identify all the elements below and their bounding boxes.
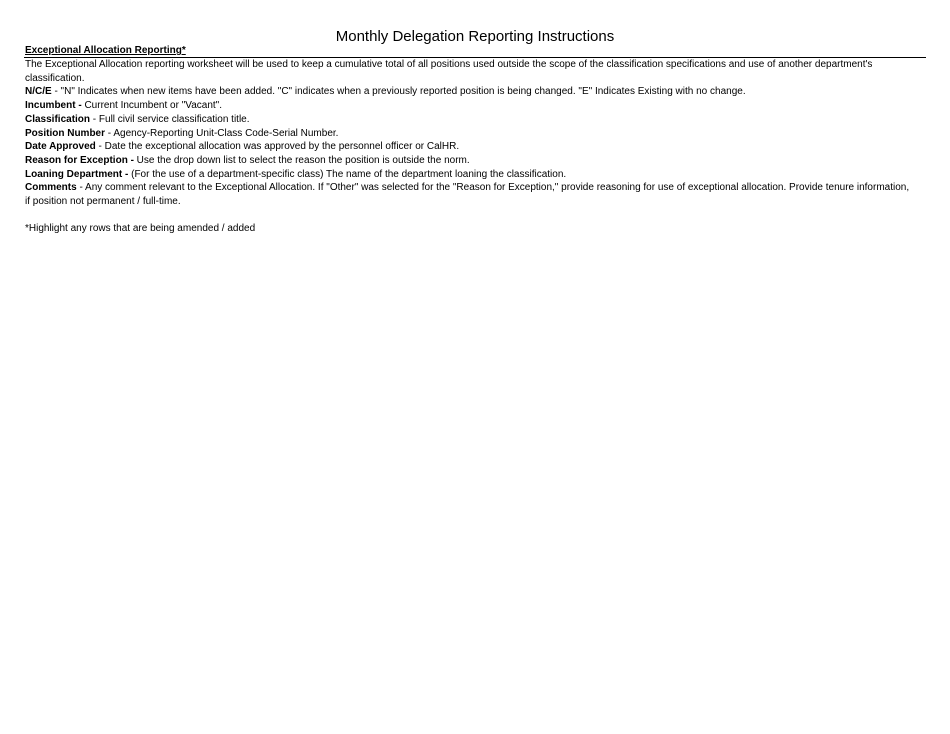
- definition-loaning-department: [25, 168, 913, 182]
- definition-term: Loaning Department -: [25, 168, 129, 180]
- blank-row: [25, 209, 913, 222]
- definition-description: - "N" Indicates when new items have been added. "C" indicates when a previously reported position is being changed. "E" Indicates Existing with no change.: [51, 86, 746, 98]
- definition-description: - Agency-Reporting Unit-Class Code-Serial Number.: [105, 127, 339, 139]
- footnote: *Highlight any rows that are being amended / added: [25, 222, 256, 234]
- intro-text: The Exceptional Allocation reporting worksheet will be used to keep a cumulative total of all positions used outside the scope of the classification specifications and use of another department's classification.: [25, 59, 873, 84]
- page-title: Monthly Delegation Reporting Instructions: [335, 28, 615, 45]
- definition-term: Position Number: [25, 127, 106, 139]
- definition-description: - Any comment relevant to the Exceptional Allocation. If "Other" was selected for the "Reason for Exception," provide reasoning for use of exceptional allocation. Provide tenure information, if position not permanent / full-time.: [25, 182, 910, 208]
- definition-term: N/C/E: [25, 86, 52, 98]
- section-title: Exceptional Allocation Reporting*: [25, 45, 186, 56]
- section-header: [24, 45, 926, 58]
- definition-date-approved: [25, 140, 913, 154]
- definition-term: Comments: [25, 182, 77, 194]
- definition-term: Classification: [25, 113, 91, 125]
- definition-position-number: [25, 127, 913, 141]
- definition-description: - Date the exceptional allocation was approved by the personnel officer or CalHR.: [95, 141, 460, 153]
- instructions-body: [25, 58, 913, 235]
- definition-term: Reason for Exception -: [25, 154, 134, 166]
- definition-description: (For the use of a department-specific class) The name of the department loaning the classification.: [128, 168, 567, 180]
- definition-description: Current Incumbent or "Vacant".: [81, 100, 222, 112]
- definition-comments: [25, 181, 913, 208]
- definition-nce: [25, 85, 913, 99]
- definition-reason-for-exception: [25, 154, 913, 168]
- definition-description: - Full civil service classification title.: [90, 113, 250, 125]
- definition-classification: [25, 113, 913, 127]
- definition-term: Date Approved: [25, 141, 96, 153]
- definition-term: Incumbent -: [25, 100, 82, 112]
- definition-description: Use the drop down list to select the reason the position is outside the norm.: [133, 154, 470, 166]
- definition-incumbent: [25, 99, 913, 113]
